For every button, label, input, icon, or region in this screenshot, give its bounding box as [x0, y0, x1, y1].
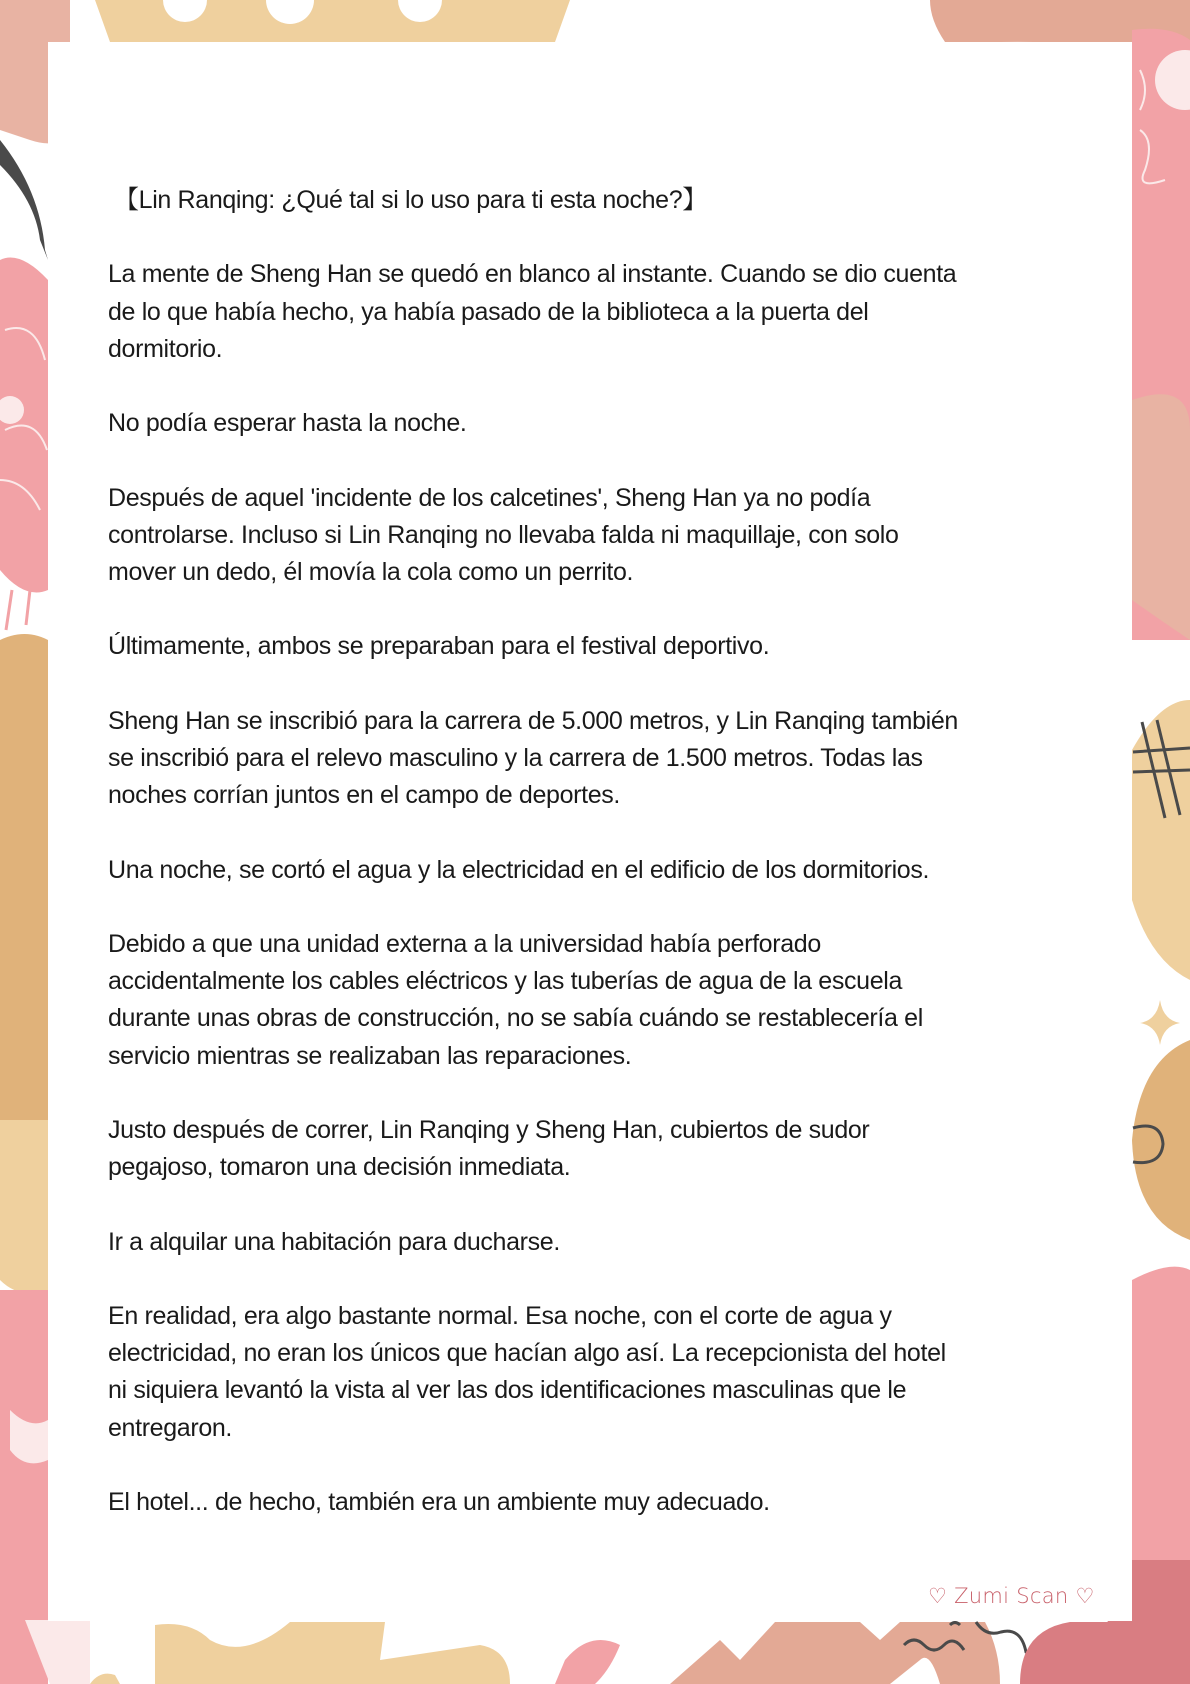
text-line: No podía esperar hasta la noche. — [108, 409, 467, 438]
text-line: La mente de Sheng Han se quedó en blanco al instante. Cuando se dio cuenta — [108, 260, 957, 289]
text-line: pegajoso, tomaron una decisión inmediata. — [108, 1153, 571, 1182]
paragraph — [108, 852, 1108, 889]
paragraph — [108, 1298, 1108, 1447]
text-line: Sheng Han se inscribió para la carrera de 5.000 metros, y Lin Ranqing también — [108, 706, 958, 735]
text-line: de lo que había hecho, ya había pasado de la biblioteca a la puerta del — [108, 297, 869, 326]
text-line: controlarse. Incluso si Lin Ranqing no llevaba falda ni maquillaje, con solo — [108, 520, 899, 549]
text-line: noches corrían juntos en el campo de deportes. — [108, 781, 621, 810]
text-line: accidentalmente los cables eléctricos y las tuberías de agua de la escuela — [108, 967, 903, 996]
paragraph — [108, 926, 1108, 1075]
chapter-text — [108, 182, 1108, 1558]
paragraph — [108, 256, 1108, 368]
text-line: mover un dedo, él movía la cola como un perrito. — [108, 557, 634, 586]
paragraph — [108, 480, 1108, 592]
paragraph — [108, 703, 1108, 815]
text-line: El hotel... de hecho, también era un ambiente muy adecuado. — [108, 1487, 770, 1516]
paragraph — [108, 182, 1108, 219]
paragraph — [108, 628, 1108, 665]
scanlation-credit: ♡ Zumi Scan ♡ — [928, 1584, 1095, 1608]
text-line: servicio mientras se realizaban las reparaciones. — [108, 1041, 632, 1070]
paragraph — [108, 1484, 1108, 1521]
text-line: Últimamente, ambos se preparaban para el festival deportivo. — [108, 632, 770, 661]
paragraph — [108, 1112, 1108, 1186]
paragraph — [108, 405, 1108, 442]
text-line: Ir a alquilar una habitación para ducharse. — [108, 1227, 560, 1256]
text-line: entregaron. — [108, 1413, 233, 1442]
text-line: electricidad, no eran los únicos que hacían algo así. La recepcionista del hotel — [108, 1339, 946, 1368]
text-line: Después de aquel 'incidente de los calcetines', Sheng Han ya no podía — [108, 483, 871, 512]
paragraph — [108, 1224, 1108, 1261]
text-line: se inscribió para el relevo masculino y la carrera de 1.500 metros. Todas las — [108, 743, 923, 772]
text-line: Una noche, se cortó el agua y la electricidad en el edificio de los dormitorios. — [108, 855, 930, 884]
text-line: Justo después de correr, Lin Ranqing y Sheng Han, cubiertos de sudor — [108, 1115, 870, 1144]
text-line: ni siquiera levantó la vista al ver las dos identificaciones masculinas que le — [108, 1376, 907, 1405]
text-line: dormitorio. — [108, 334, 223, 363]
text-line: Debido a que una unidad externa a la universidad había perforado — [108, 929, 821, 958]
text-line: En realidad, era algo bastante normal. Esa noche, con el corte de agua y — [108, 1301, 892, 1330]
text-line: 【Lin Ranqing: ¿Qué tal si lo uso para ti esta noche?】 — [114, 186, 707, 214]
text-line: durante unas obras de construcción, no se sabía cuándo se restablecería el — [108, 1004, 923, 1033]
